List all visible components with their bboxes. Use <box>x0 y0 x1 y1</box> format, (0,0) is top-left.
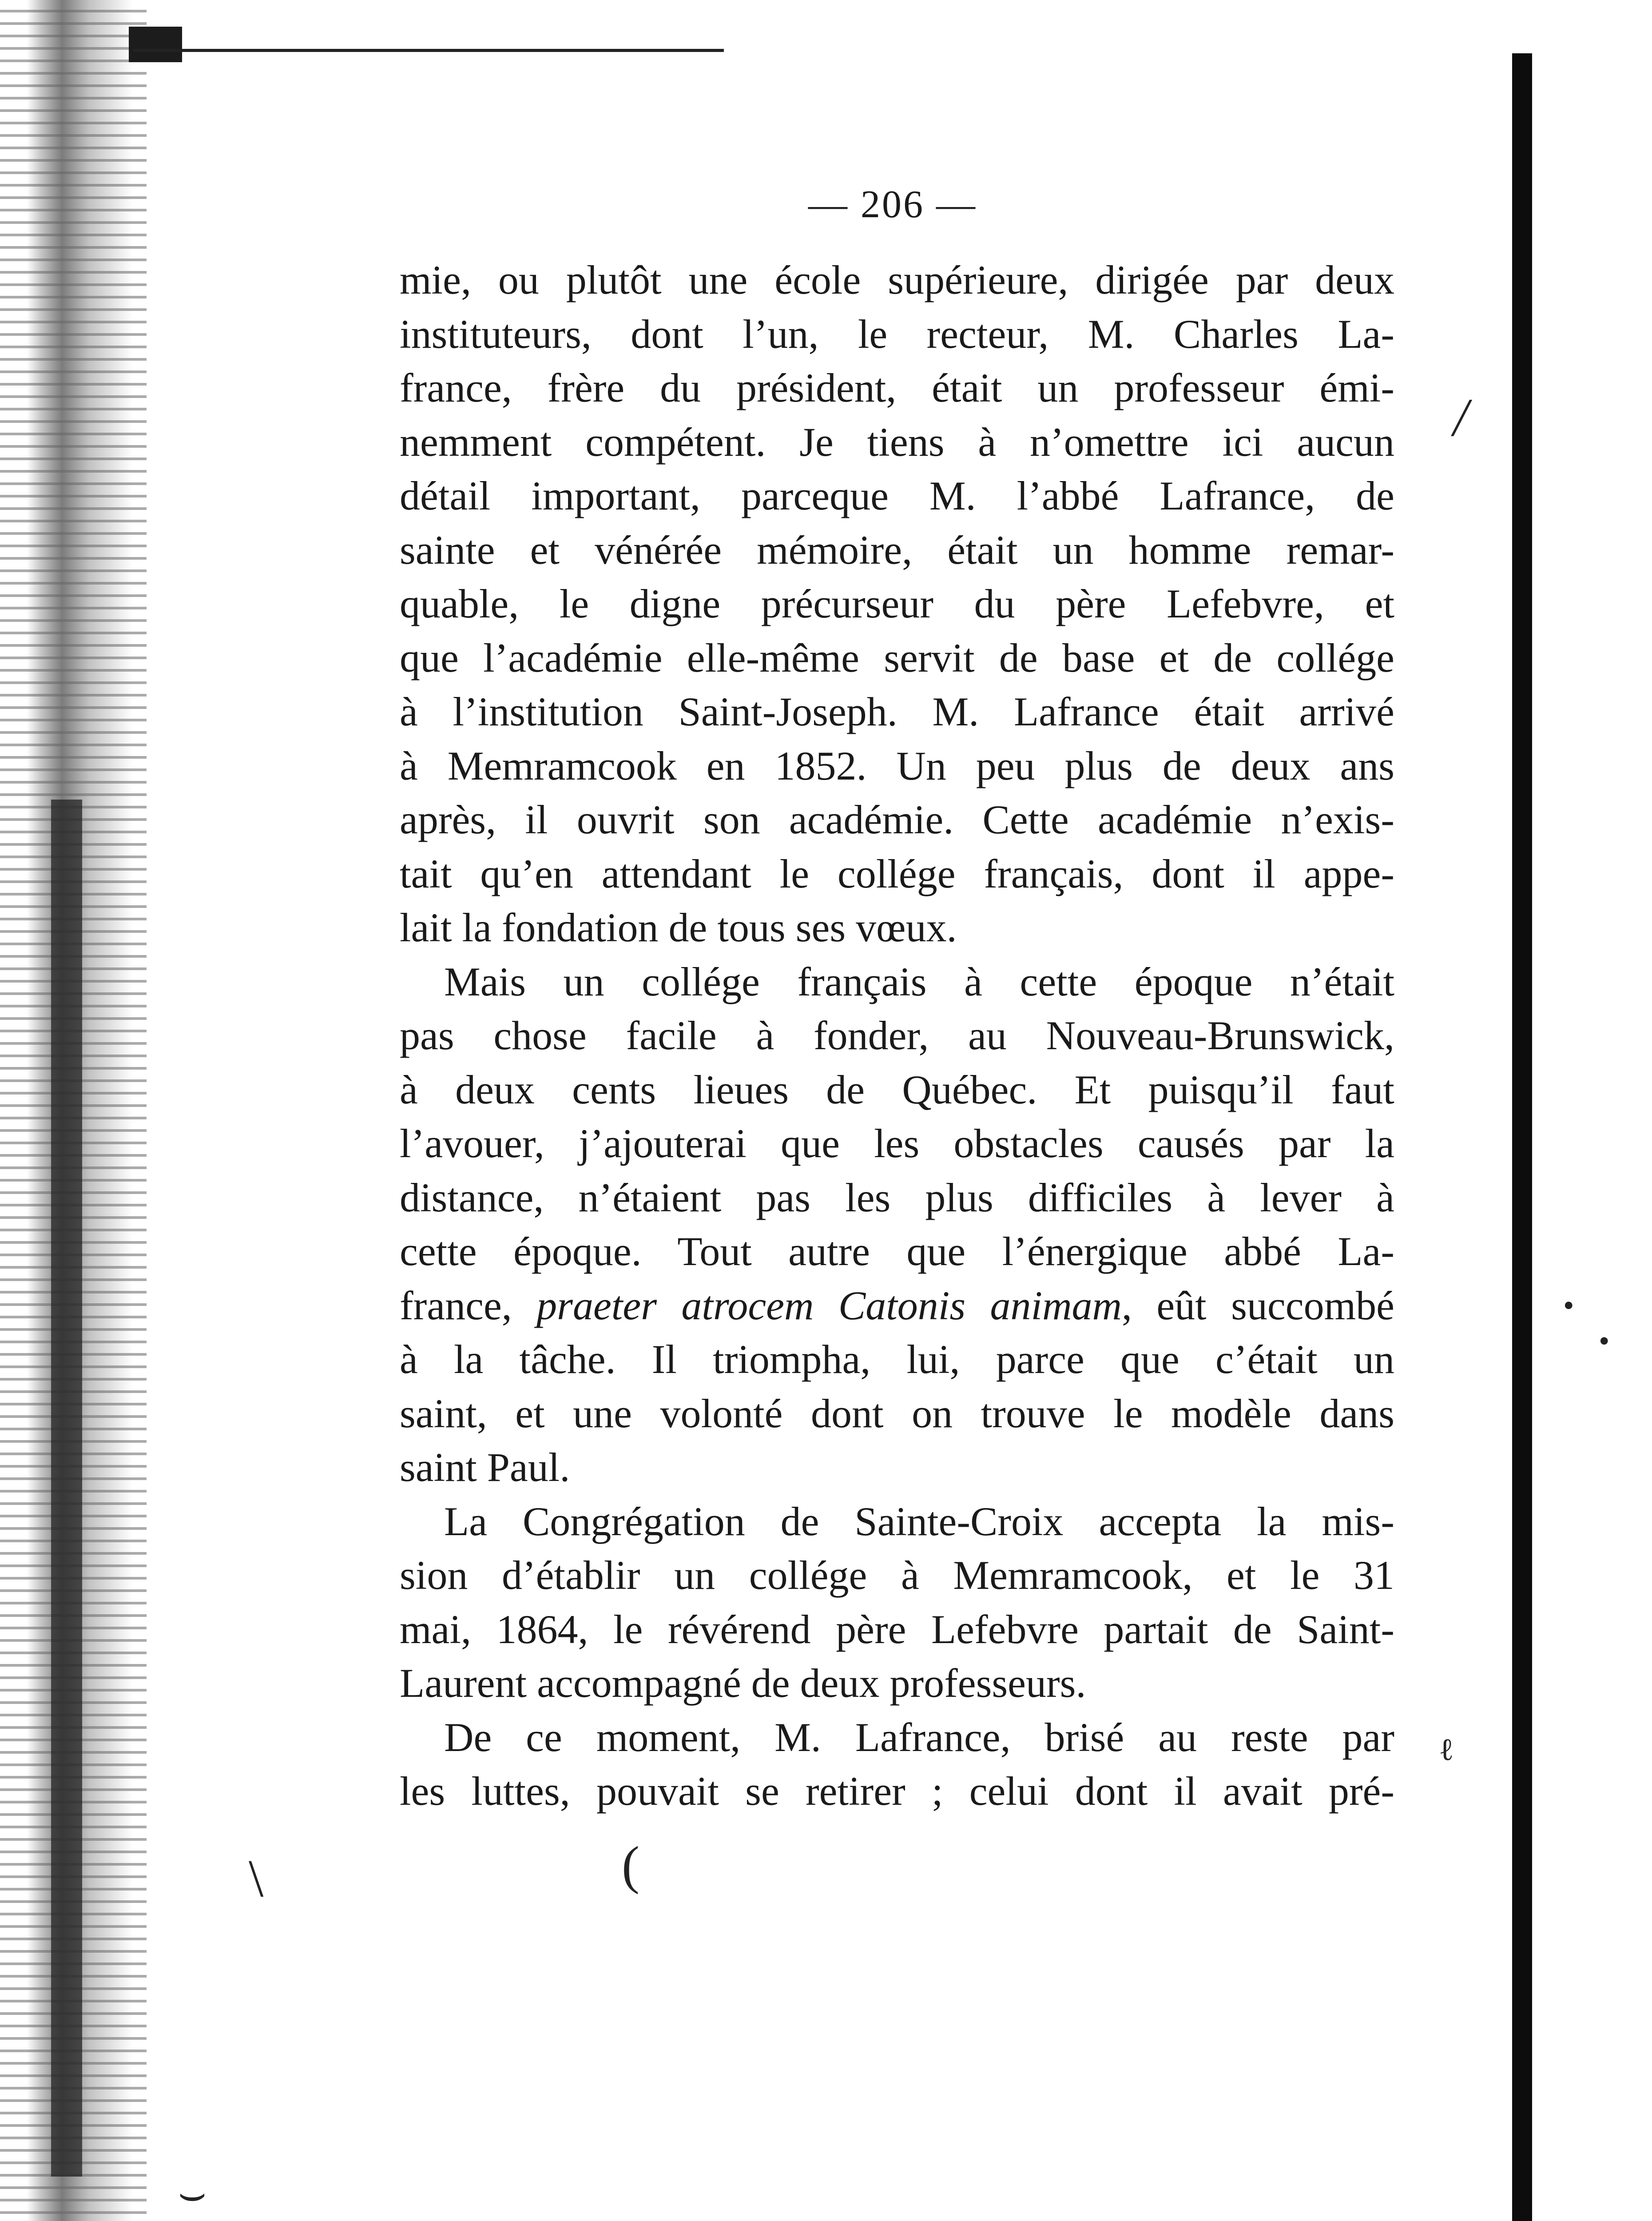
text-line: lait la fondation de tous ses vœux. <box>400 905 957 950</box>
scan-speck: ( <box>622 1835 639 1895</box>
body-text <box>400 253 1394 1819</box>
text-line: que l’académie elle-même servit de base et de collége <box>400 635 1394 681</box>
text-line: mie, ou plutôt une école supérieure, dirigée par deux <box>400 257 1394 303</box>
paragraph-start-line: Mais un collége français à cette époque n’était <box>444 959 1394 1004</box>
scan-right-edge <box>1512 53 1532 2221</box>
text-line: quable, le digne précurseur du père Lefebvre, et <box>400 581 1394 626</box>
text-line-latin-quote <box>400 1279 1394 1333</box>
text-line: distance, n’étaient pas les plus difficiles à lever à <box>400 1174 1394 1220</box>
text-line: saint, et une volonté dont on trouve le modèle dans <box>400 1390 1394 1436</box>
text-line: sion d’établir un collége à Memramcook, et le 31 <box>400 1552 1394 1598</box>
text-line: france, frère du président, était un professeur émi- <box>400 365 1394 410</box>
text-line: à l’institution Saint-Joseph. M. Lafrance était arrivé <box>400 689 1394 734</box>
text-line: tait qu’en attendant le collége français, dont il appe- <box>400 851 1394 896</box>
text-line: saint Paul. <box>400 1445 570 1490</box>
text-line: à Memramcook en 1852. Un peu plus de deux ans <box>400 743 1394 788</box>
text-line: détail important, parceque M. l’abbé Lafrance, de <box>400 473 1394 518</box>
text-line: pas chose facile à fonder, au Nouveau-Brunswick, <box>400 1013 1394 1058</box>
scan-speck: • <box>1599 1324 1610 1358</box>
text-line: instituteurs, dont l’un, le recteur, M. Charles La- <box>400 311 1394 357</box>
text-line: à deux cents lieues de Québec. Et puisqu’il faut <box>400 1067 1394 1112</box>
text-line: à la tâche. Il triompha, lui, parce que c’était un <box>400 1337 1394 1382</box>
text-segment: , eût succombé <box>1121 1282 1394 1328</box>
text-line: nemment compétent. Je tiens à n’omettre ici aucun <box>400 419 1394 465</box>
top-rule <box>133 49 724 52</box>
scan-binding-shadow <box>51 800 82 2177</box>
scan-speck: ╱ <box>1452 402 1471 436</box>
scan-corner-mark <box>129 27 182 62</box>
text-line: sainte et vénérée mémoire, était un homme remar- <box>400 527 1394 573</box>
text-line: Laurent accompagné de deux professeurs. <box>400 1660 1086 1706</box>
scan-speck: ⌣ <box>178 2169 207 2218</box>
paragraph-start-line: De ce moment, M. Lafrance, brisé au reste par <box>444 1714 1394 1760</box>
page-number: — 206 — <box>808 183 977 226</box>
text-line: mai, 1864, le révérend père Lefebvre partait de Saint- <box>400 1606 1394 1652</box>
text-segment: france, <box>400 1282 537 1328</box>
text-line: l’avouer, j’ajouterai que les obstacles causés par la <box>400 1121 1394 1166</box>
text-line: après, il ouvrit son académie. Cette académie n’exis- <box>400 797 1394 842</box>
scan-speck: \ <box>249 1849 264 1908</box>
text-line: cette époque. Tout autre que l’énergique abbé La- <box>400 1229 1394 1274</box>
paragraph-start-line: La Congrégation de Sainte-Croix accepta la mis- <box>444 1498 1394 1544</box>
latin-quote: praeter atrocem Catonis animam <box>536 1282 1122 1328</box>
text-line: les luttes, pouvait se retirer ; celui dont il avait pré- <box>400 1768 1394 1814</box>
scan-speck: • <box>1563 1289 1574 1323</box>
scan-speck: ℓ <box>1439 1733 1454 1767</box>
